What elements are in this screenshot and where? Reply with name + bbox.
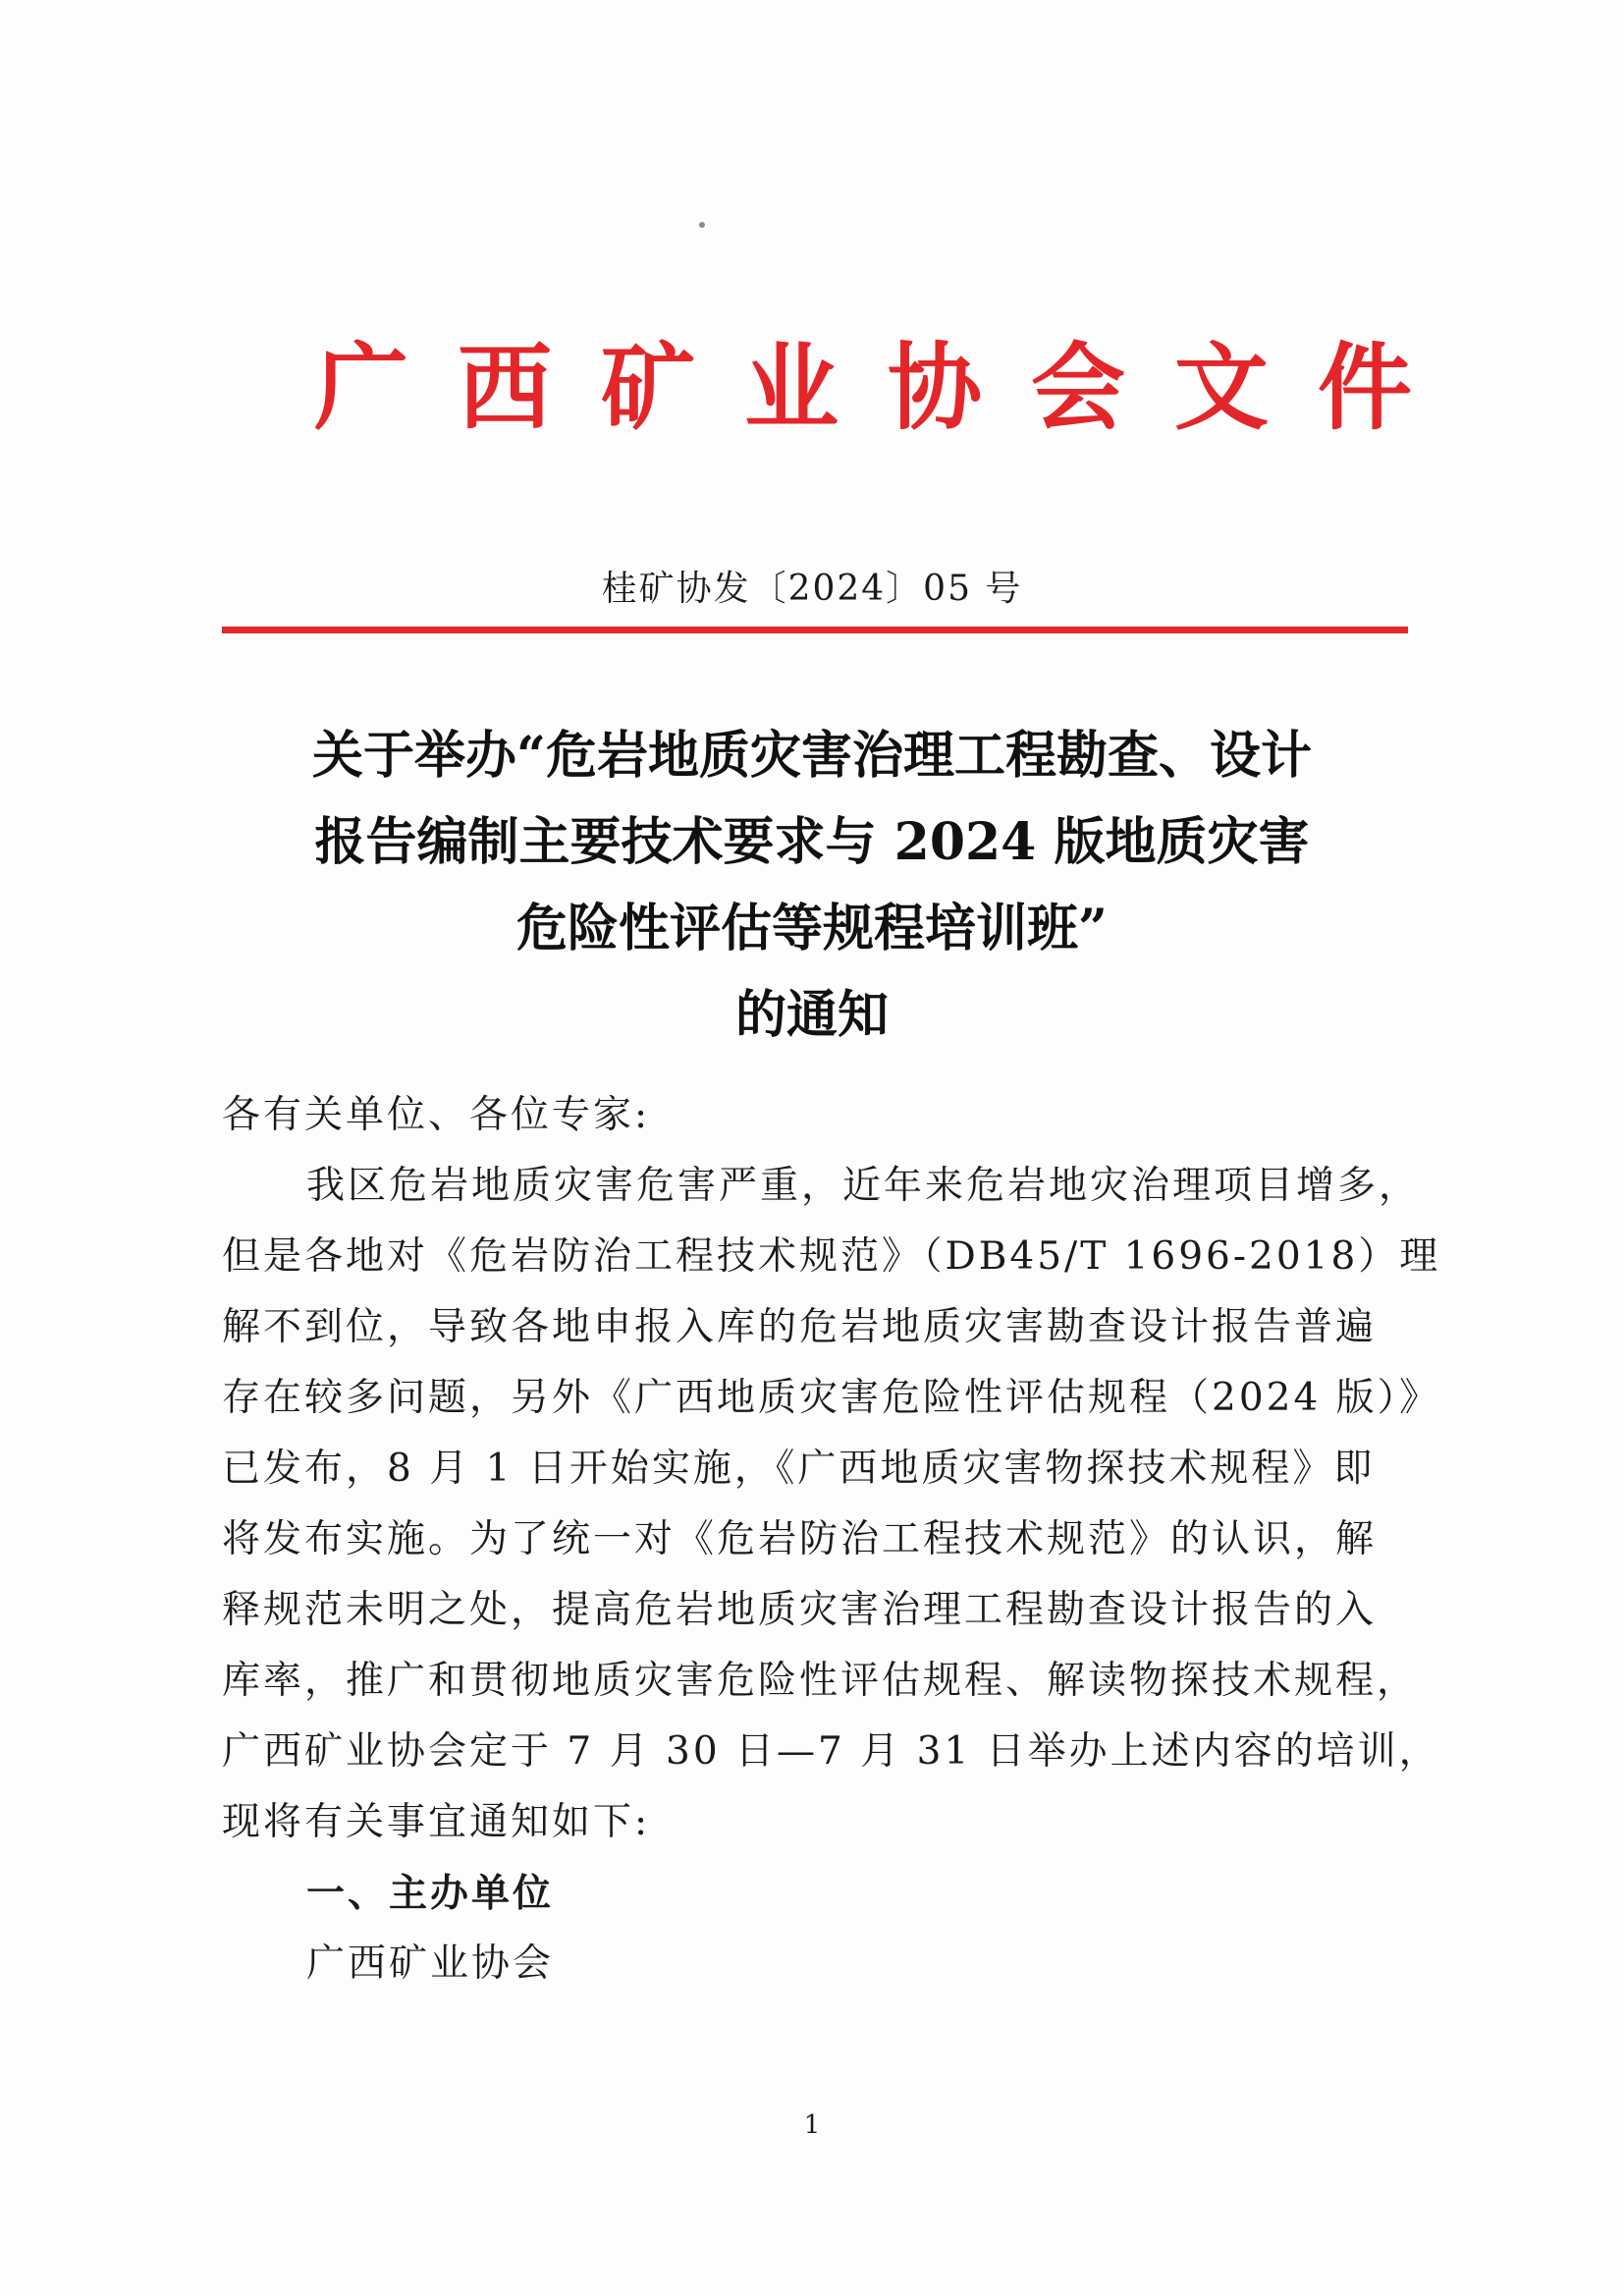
paragraph-line: 但是各地对《危岩防治工程技术规范》（DB45/T 1696-2018）理 — [222, 1234, 1441, 1279]
paragraph-line: 广西矿业协会定于 7 月 30 日—7 月 31 日举办上述内容的培训， — [222, 1729, 1440, 1774]
document-body — [222, 1080, 1459, 1999]
issuer-header: 广西矿业协会文件 — [314, 332, 1461, 443]
section-heading: 一、主办单位 — [306, 1871, 555, 1916]
paragraph-line: 释规范未明之处，提高危岩地质灾害治理工程勘查设计报告的入 — [222, 1588, 1378, 1632]
page-number: 1 — [803, 2110, 821, 2140]
paragraph-line: 已发布，8 月 1 日开始实施，《广西地质灾害物探技术规程》即 — [222, 1447, 1376, 1491]
paragraph-line: 库率，推广和贯彻地质灾害危险性评估规程、解读物探技术规程， — [222, 1659, 1419, 1703]
title-line: 报告编制主要技术要求与 2024 版地质灾害 — [314, 812, 1310, 872]
title-line: 危险性评估等规程培训班” — [516, 899, 1108, 958]
salutation: 各有关单位、各位专家: — [222, 1093, 651, 1137]
document-title — [196, 713, 1428, 1059]
paragraph-line: 将发布实施。为了统一对《危岩防治工程技术规范》的认识，解 — [222, 1517, 1378, 1561]
red-divider-line — [222, 627, 1408, 633]
paragraph-line: 存在较多问题，另外《广西地质灾害危险性评估规程（2024 版）》 — [222, 1376, 1441, 1420]
paragraph-line: 现将有关事宜通知如下: — [222, 1800, 651, 1844]
title-line: 的通知 — [734, 985, 889, 1045]
paragraph-line: 解不到位，导致各地申报入库的危岩地质灾害勘查设计报告普遍 — [222, 1305, 1378, 1349]
document-number: 桂矿协发〔2024〕05 号 — [601, 569, 1023, 609]
title-line: 关于举办“危岩地质灾害治理工程勘查、设计 — [312, 726, 1312, 786]
section-content: 广西矿业协会 — [306, 1941, 555, 1986]
scan-speck — [699, 222, 705, 228]
paragraph-line: 我区危岩地质灾害危害严重，近年来危岩地灾治理项目增多， — [306, 1164, 1421, 1208]
